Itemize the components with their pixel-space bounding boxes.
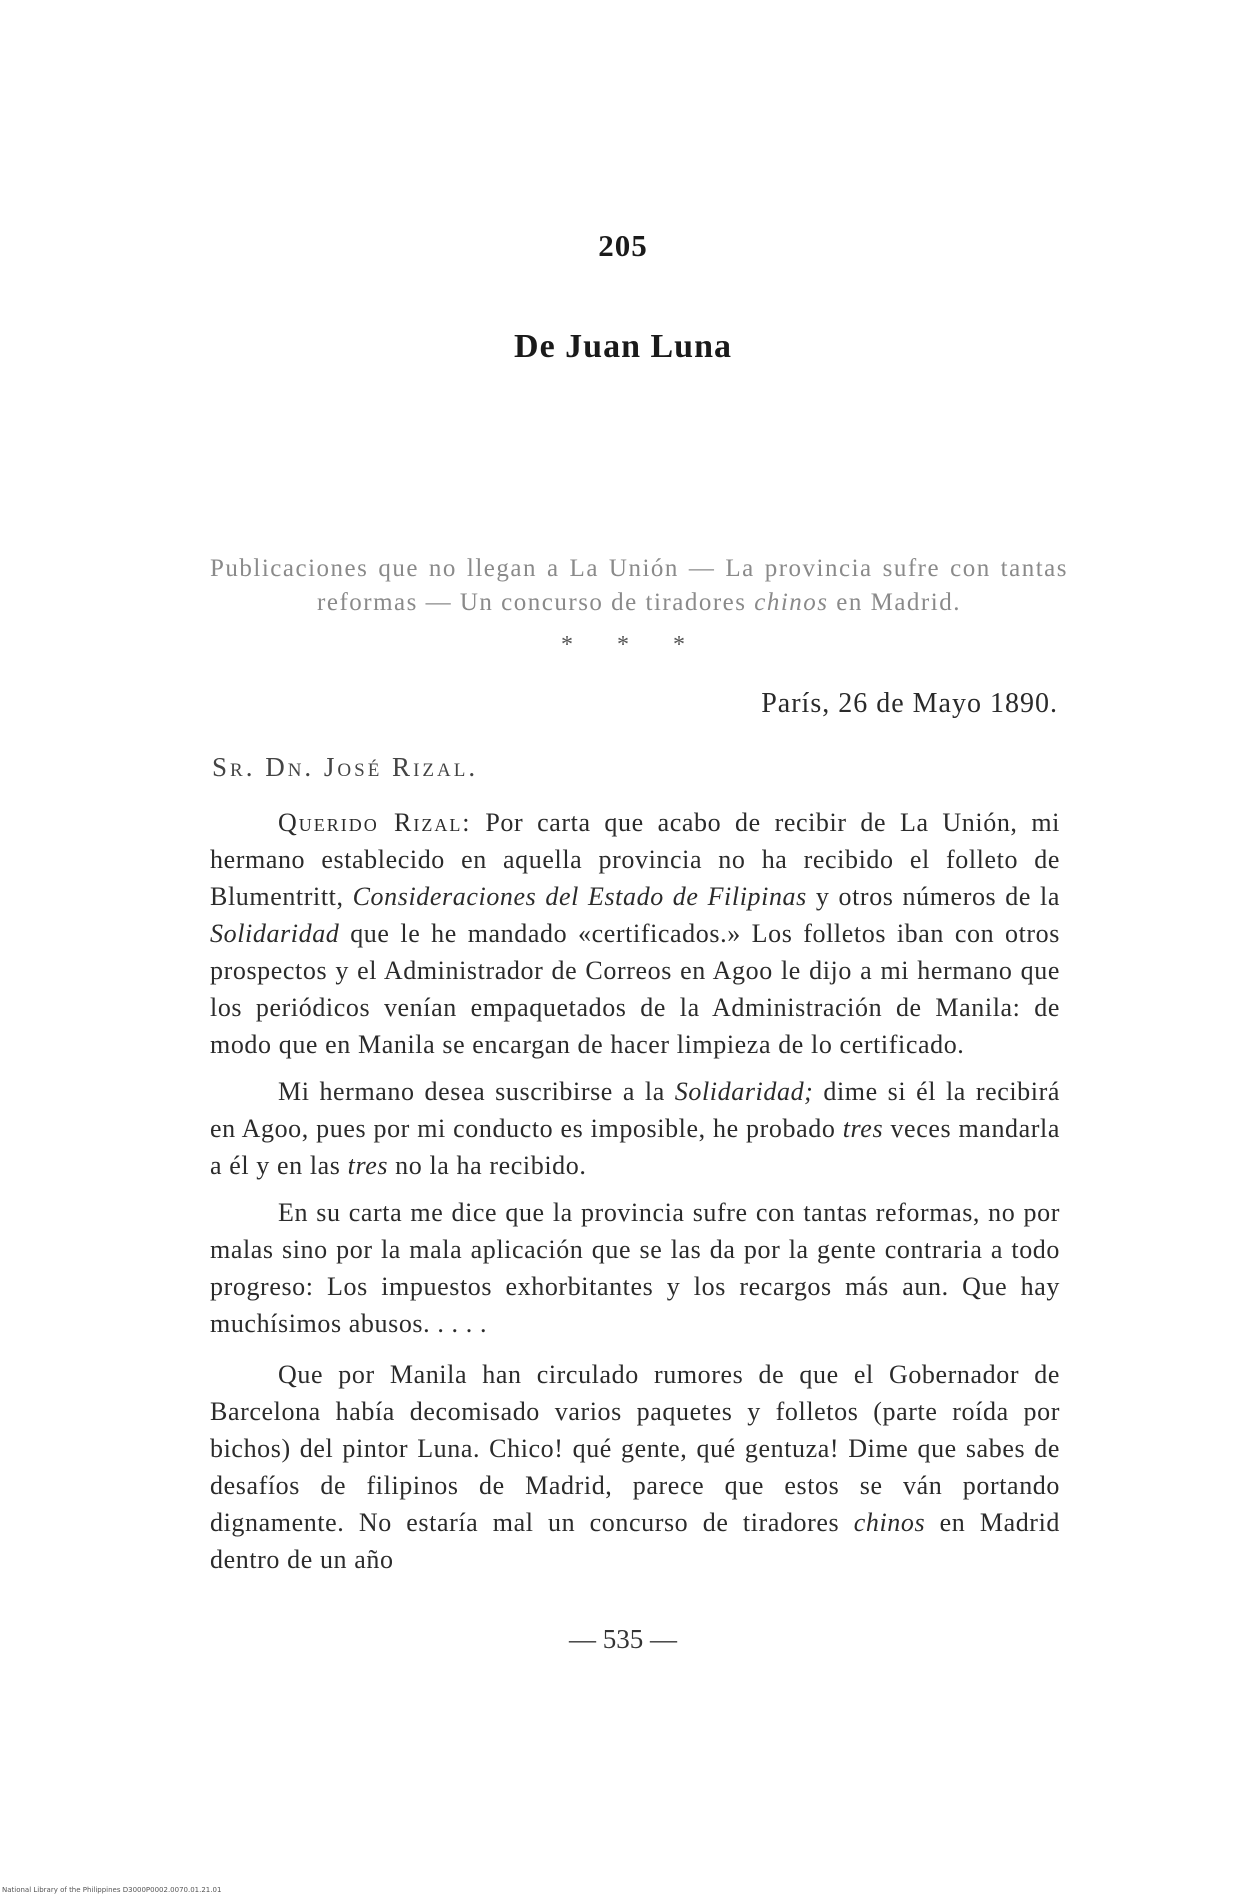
summary-text: Publicaciones que no llegan a La Unión — La provincia sufre con tantas reformas — Un concurso de tiradores [210,555,1068,616]
salutation: Sr. Dn. José Rizal. [212,752,479,782]
paragraph-4-text: Que por Manila han circulado rumores de que el Gobernador de Barcelona había decomisado varios paquetes y folletos (parte roída por bichos) del pintor Luna. Chico! qué gente, qué gentuza! Dime que sabes de desafíos de filipinos de Madrid, parece que estos se ván portando dignamente. No estaría mal un concurso de tiradores [210,1360,1060,1537]
paragraph-1-text-2: y otros números de la [806,882,1061,911]
summary-italic: chinos [754,589,829,616]
letter-summary [210,552,1068,620]
paragraph-2-text-4: no la ha recibido. [388,1151,587,1180]
greeting: Querido Rizal: [278,808,472,837]
paragraph-1 [210,804,1060,1063]
paragraph-4-text-2: en Madrid dentro de un año [210,1508,1060,1574]
paragraph-2 [210,1073,1060,1184]
periodical-name-2: Solidaridad; [674,1077,814,1106]
summary-text-end: en Madrid. [828,589,961,616]
dateline: París, 26 de Mayo 1890. [761,688,1058,719]
book-title: Consideraciones del Estado de Filipinas [352,882,807,911]
paragraph-2-text-3: veces mandarla a él y en las [210,1114,1061,1180]
italic-tres-1: tres [842,1114,884,1143]
letter-title: De Juan Luna [514,328,732,365]
periodical-name: Solidaridad [210,919,340,948]
letter-number: 205 [598,228,648,263]
paragraph-1-text: Por carta que acabo de recibir de La Unión, mi hermano establecido en aquella provincia no ha recibido el folleto de Blumentritt, [210,808,1060,911]
section-asterisks: * * * [561,632,685,658]
paragraph-1-text-3: que le he mandado «certificados.» Los folletos iban con otros prospectos y el Administrador de Correos en Agoo le dijo a mi hermano que los periódicos venían empaquetados de la Administración de Manila: de modo que en Manila se encargan de hacer limpieza de lo certificado. [210,919,1060,1059]
italic-tres-2: tres [347,1151,389,1180]
page-number: — 535 — [569,1624,677,1654]
italic-chinos: chinos [853,1508,926,1537]
letter-body [210,804,1060,1588]
paragraph-4 [210,1356,1060,1578]
paragraph-2-text-2: dime si él la recibirá en Agoo, pues por mi conducto es imposible, he probado [210,1077,1060,1143]
paragraph-3: En su carta me dice que la provincia sufre con tantas reformas, no por malas sino por la mala aplicación que se las da por la gente contraria a todo progreso: Los impuestos exhorbitantes y los recargos más aun. Que hay muchísimos abusos. . . . . [210,1198,1060,1338]
archive-footer: National Library of the Philippines D3000P0002.0070.01.21.01 [2,1886,222,1894]
paragraph-2-text: Mi hermano desea suscribirse a la [278,1077,675,1106]
